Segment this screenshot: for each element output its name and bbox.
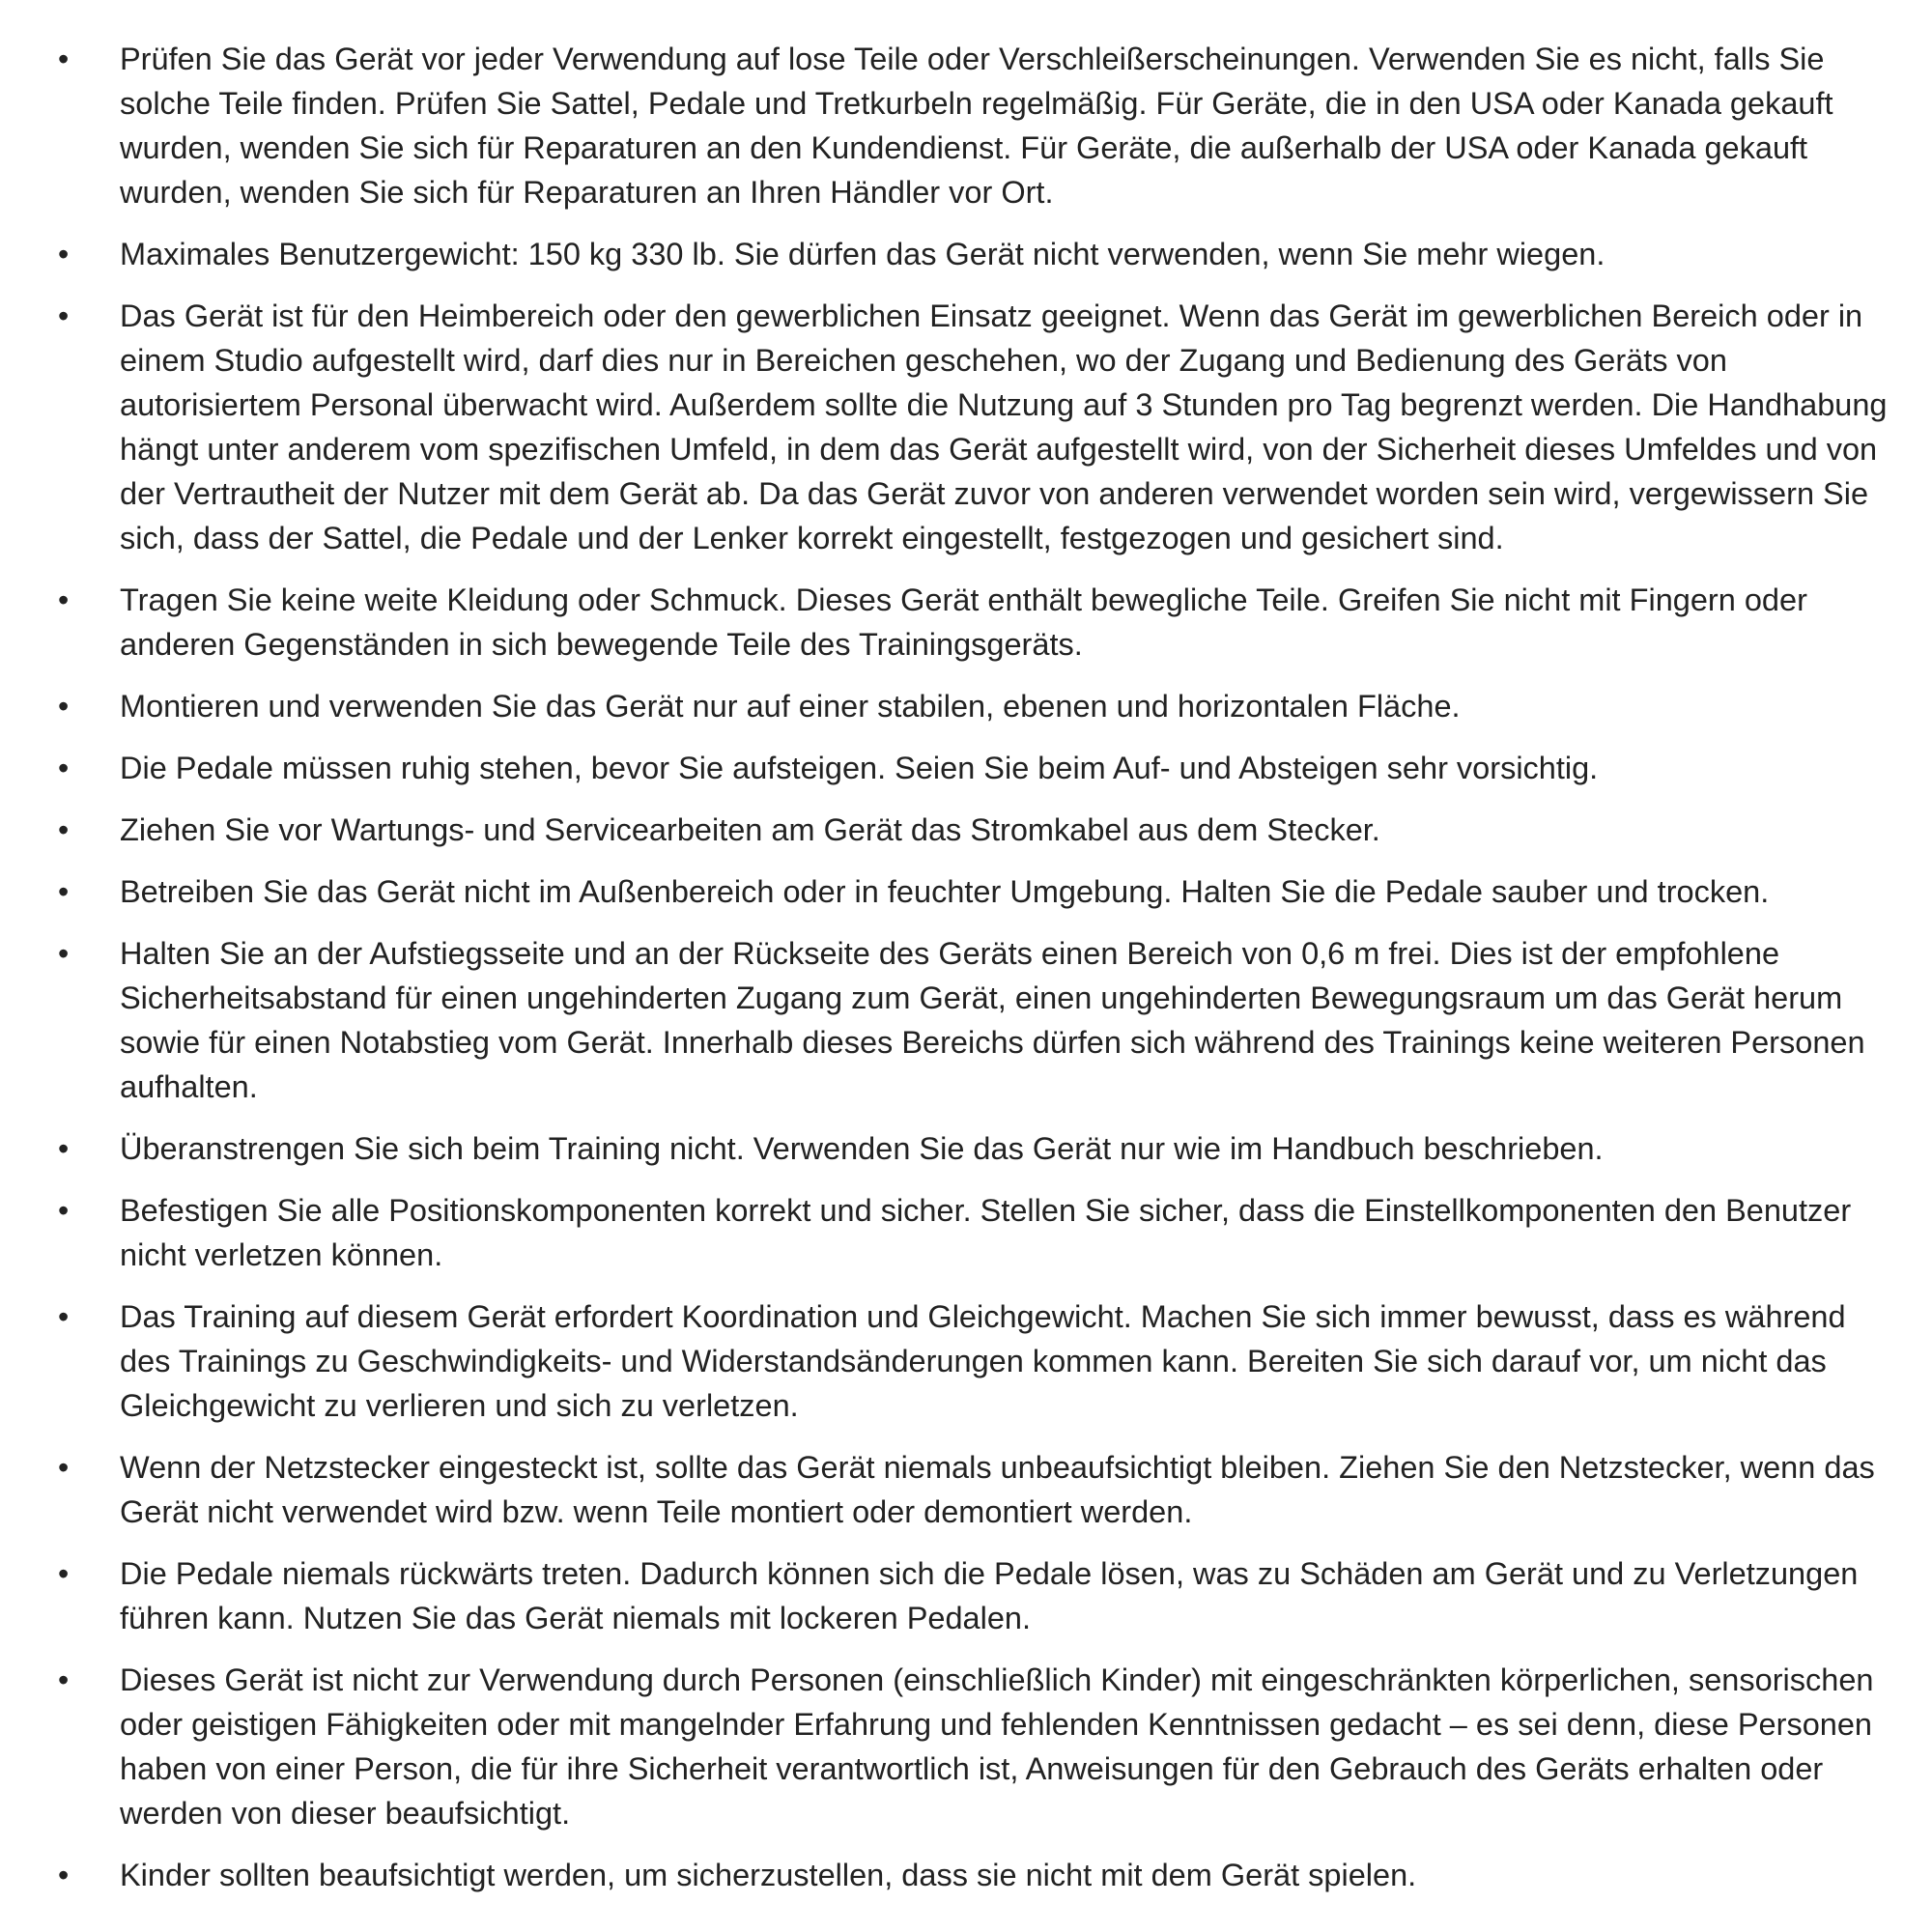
safety-instructions-list: [58, 37, 1893, 1897]
list-item-text: Wenn der Netzstecker eingesteckt ist, sollte das Gerät niemals unbeaufsichtigt bleiben. Ziehen Sie den Netzstecker, wenn das Gerät nicht verwendet wird bzw. wenn Teile montiert oder demontiert werden.: [120, 1450, 1875, 1529]
bullet-icon: •: [58, 1556, 70, 1591]
bullet-icon: •: [58, 298, 70, 333]
bullet-icon: •: [58, 1131, 70, 1166]
list-item-text: Halten Sie an der Aufstiegsseite und an der Rückseite des Geräts einen Bereich von 0,6 m frei. Dies ist der empfohlene Sicherheitsabstand für einen ungehinderten Zugang zum Gerät, einen ungehinderten Bewegungsraum um das Gerät herum sowie für einen Notabstieg vom Gerät. Innerhalb dieses Bereichs dürfen sich während des Trainings keine weiteren Personen aufhalten.: [120, 936, 1865, 1104]
list-item-text: Die Pedale müssen ruhig stehen, bevor Sie aufsteigen. Seien Sie beim Auf- und Absteigen sehr vorsichtig.: [120, 751, 1599, 785]
list-item: [58, 684, 1893, 728]
list-item: [58, 1551, 1893, 1640]
list-item-text: Die Pedale niemals rückwärts treten. Dadurch können sich die Pedale lösen, was zu Schäden am Gerät und zu Verletzungen führen kann. Nutzen Sie das Gerät niemals mit lockeren Pedalen.: [120, 1556, 1859, 1635]
list-item: [58, 1853, 1893, 1897]
list-item-text: Maximales Benutzergewicht: 150 kg 330 lb. Sie dürfen das Gerät nicht verwenden, wenn Sie mehr wiegen.: [120, 237, 1605, 271]
bullet-icon: •: [58, 1662, 70, 1697]
list-item-text: Montieren und verwenden Sie das Gerät nur auf einer stabilen, ebenen und horizontalen Fläche.: [120, 689, 1461, 724]
bullet-icon: •: [58, 751, 70, 785]
list-item: [58, 1126, 1893, 1171]
list-item-text: Dieses Gerät ist nicht zur Verwendung durch Personen (einschließlich Kinder) mit eingeschränkten körperlichen, sensorischen oder geistigen Fähigkeiten oder mit mangelnder Erfahrung und fehlenden Kenntnissen gedacht – es sei denn, diese Personen haben von einer Person, die für ihre Sicherheit verantwortlich ist, Anweisungen für den Gebrauch des Geräts erhalten oder werden von dieser beaufsichtigt.: [120, 1662, 1874, 1831]
bullet-icon: •: [58, 936, 70, 971]
bullet-icon: •: [58, 1450, 70, 1485]
bullet-icon: •: [58, 237, 70, 271]
bullet-icon: •: [58, 1858, 70, 1892]
bullet-icon: •: [58, 1193, 70, 1228]
list-item: [58, 232, 1893, 276]
list-item-text: Ziehen Sie vor Wartungs- und Servicearbeiten am Gerät das Stromkabel aus dem Stecker.: [120, 812, 1380, 847]
bullet-icon: •: [58, 1299, 70, 1334]
list-item-text: Das Training auf diesem Gerät erfordert Koordination und Gleichgewicht. Machen Sie sich immer bewusst, dass es während des Trainings zu Geschwindigkeits- und Widerstandsänderungen kommen kann. Bereiten Sie sich darauf vor, um nicht das Gleichgewicht zu verlieren und sich zu verletzen.: [120, 1299, 1846, 1423]
list-item: [58, 1294, 1893, 1428]
list-item-text: Betreiben Sie das Gerät nicht im Außenbereich oder in feuchter Umgebung. Halten Sie die Pedale sauber und trocken.: [120, 874, 1770, 909]
list-item: [58, 1658, 1893, 1835]
list-item: [58, 1445, 1893, 1534]
list-item-text: Befestigen Sie alle Positionskomponenten korrekt und sicher. Stellen Sie sicher, dass die Einstellkomponenten den Benutzer nicht verletzen können.: [120, 1193, 1852, 1272]
bullet-icon: •: [58, 689, 70, 724]
list-item: [58, 1188, 1893, 1277]
bullet-icon: •: [58, 874, 70, 909]
list-item: [58, 808, 1893, 852]
list-item: [58, 294, 1893, 560]
list-item-text: Tragen Sie keine weite Kleidung oder Schmuck. Dieses Gerät enthält bewegliche Teile. Greifen Sie nicht mit Fingern oder anderen Gegenständen in sich bewegende Teile des Trainingsgeräts.: [120, 582, 1807, 662]
bullet-icon: •: [58, 582, 70, 617]
bullet-icon: •: [58, 812, 70, 847]
list-item: [58, 869, 1893, 914]
list-item-text: Das Gerät ist für den Heimbereich oder den gewerblichen Einsatz geeignet. Wenn das Gerät im gewerblichen Bereich oder in einem Studio aufgestellt wird, darf dies nur in Bereichen geschehen, wo der Zugang und Bedienung des Geräts von autorisiertem Personal überwacht wird. Außerdem sollte die Nutzung auf 3 Stunden pro Tag begrenzt werden. Die Handhabung hängt unter anderem vom spezifischen Umfeld, in dem das Gerät aufgestellt wird, von der Sicherheit dieses Umfeldes und von der Vertrautheit der Nutzer mit dem Gerät ab. Da das Gerät zuvor von anderen verwendet worden sein wird, vergewissern Sie sich, dass der Sattel, die Pedale und der Lenker korrekt eingestellt, festgezogen und gesichert sind.: [120, 298, 1888, 555]
list-item: [58, 746, 1893, 790]
list-item-text: Prüfen Sie das Gerät vor jeder Verwendung auf lose Teile oder Verschleißerscheinungen. Verwenden Sie es nicht, falls Sie solche Teile finden. Prüfen Sie Sattel, Pedale und Tretkurbeln regelmäßig. Für Geräte, die in den USA oder Kanada gekauft wurden, wenden Sie sich für Reparaturen an den Kundendienst. Für Geräte, die außerhalb der USA oder Kanada gekauft wurden, wenden Sie sich für Reparaturen an Ihren Händler vor Ort.: [120, 42, 1833, 210]
list-item-text: Kinder sollten beaufsichtigt werden, um sicherzustellen, dass sie nicht mit dem Gerät spielen.: [120, 1858, 1417, 1892]
list-item: [58, 931, 1893, 1109]
list-item: [58, 37, 1893, 214]
bullet-icon: •: [58, 42, 70, 76]
list-item-text: Überanstrengen Sie sich beim Training nicht. Verwenden Sie das Gerät nur wie im Handbuch beschrieben.: [120, 1131, 1604, 1166]
list-item: [58, 578, 1893, 667]
